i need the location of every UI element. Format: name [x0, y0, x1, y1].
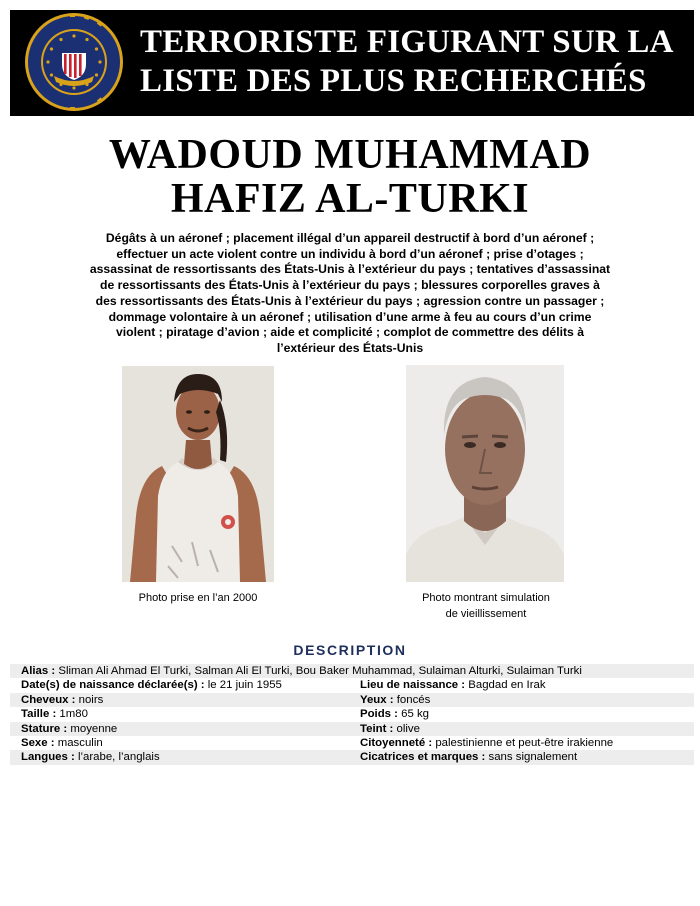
field-value: olive — [396, 722, 420, 735]
field-value: 1m80 — [59, 708, 88, 721]
caption-line: de vieillissement — [445, 608, 527, 620]
field-value: le 21 juin 1955 — [207, 679, 282, 692]
header-title-line1: TERRORISTE FIGURANT SUR LA — [140, 24, 674, 60]
description-field — [360, 693, 430, 707]
field-label: Lieu de naissance : — [360, 679, 466, 692]
charges-line: de ressortissants des États-Unis à l’extérieur du pays ; blessures corporelles graves à — [100, 278, 600, 293]
description-field — [21, 750, 160, 764]
field-label: Poids : — [360, 708, 398, 721]
photo-age-progression — [406, 365, 564, 582]
field-value: Bagdad en Irak — [468, 679, 546, 692]
photo-caption-age-progression — [380, 590, 592, 622]
charges-line: violent ; piratage d’avion ; aide et complicité ; complot de commettre des délits à — [116, 325, 584, 340]
description-row — [10, 750, 694, 764]
header-title — [140, 23, 690, 101]
field-value: palestinienne et peut-être irakienne — [435, 736, 614, 749]
alias-label: Alias : — [21, 665, 56, 677]
field-value: moyenne — [70, 722, 118, 735]
alias-field — [21, 664, 582, 678]
description-row — [10, 736, 694, 750]
header-title-line2: LISTE DES PLUS RECHERCHÉS — [140, 63, 647, 99]
description-row — [10, 722, 694, 736]
description-row-alias — [10, 664, 694, 678]
fugitive-name — [0, 133, 700, 221]
charges-line: des ressortissants des États-Unis à l’extérieur du pays ; agression contre un passager ; — [95, 293, 605, 308]
description-field — [360, 722, 420, 736]
description-field — [360, 736, 613, 750]
field-value: masculin — [57, 736, 103, 749]
field-label: Teint : — [360, 722, 394, 735]
description-field — [360, 678, 546, 692]
field-value: foncés — [396, 693, 431, 706]
description-heading: DESCRIPTION — [293, 642, 407, 658]
description-row — [10, 678, 694, 692]
field-value: l’arabe, l’anglais — [77, 751, 160, 764]
charges-line: assassinat de ressortissants des États-Unis à l’extérieur du pays ; tentatives d’assassinat — [89, 262, 611, 277]
description-row — [10, 693, 694, 707]
description-field — [21, 707, 88, 721]
description-field — [360, 750, 577, 764]
description-field — [21, 736, 103, 750]
description-field — [360, 707, 429, 721]
charges-line: dommage volontaire à un aéronef ; utilisation d’une arme à feu au cours d’un crime — [108, 309, 592, 324]
caption-line: Photo montrant simulation — [422, 592, 550, 604]
charges-list — [28, 231, 672, 357]
header-banner — [10, 10, 694, 116]
field-label: Cheveux : — [21, 693, 76, 706]
description-field — [21, 693, 103, 707]
field-label: Date(s) de naissance déclarée(s) : — [21, 679, 205, 692]
field-label: Cicatrices et marques : — [360, 751, 486, 764]
field-label: Citoyenneté : — [360, 736, 433, 749]
field-label: Stature : — [21, 722, 68, 735]
caption-line: Photo prise en l’an 2000 — [138, 592, 258, 604]
photo-caption-2000 — [92, 590, 304, 606]
charges-line: l’extérieur des États-Unis — [276, 340, 424, 355]
person-portrait-icon — [406, 365, 564, 582]
fugitive-name-line1: WADOUD MUHAMMAD — [108, 132, 592, 178]
photo-2000 — [122, 366, 274, 582]
field-label: Taille : — [21, 708, 57, 721]
charges-line: effectuer un acte violent contre un individu à bord d’un aéronef ; prise d’otages ; — [116, 246, 584, 261]
field-value: sans signalement — [488, 751, 578, 764]
field-value: 65 kg — [401, 708, 430, 721]
field-label: Yeux : — [360, 693, 394, 706]
field-label: Sexe : — [21, 736, 55, 749]
description-row — [10, 707, 694, 721]
description-table — [10, 664, 694, 765]
charges-line: Dégâts à un aéronef ; placement illégal d’un appareil destructif à bord d’un aéronef ; — [105, 231, 595, 245]
person-portrait-icon — [122, 366, 274, 582]
fbi-seal-icon — [24, 12, 124, 112]
fugitive-name-line2: HAFIZ AL-TURKI — [170, 176, 530, 222]
description-field — [21, 678, 282, 692]
field-value: noirs — [78, 693, 104, 706]
field-label: Langues : — [21, 751, 75, 764]
alias-value: Sliman Ali Ahmad El Turki, Salman Ali El Turki, Bou Baker Muhammad, Sulaiman Alturki, Sulaiman Turki — [58, 665, 582, 677]
description-field — [21, 722, 117, 736]
